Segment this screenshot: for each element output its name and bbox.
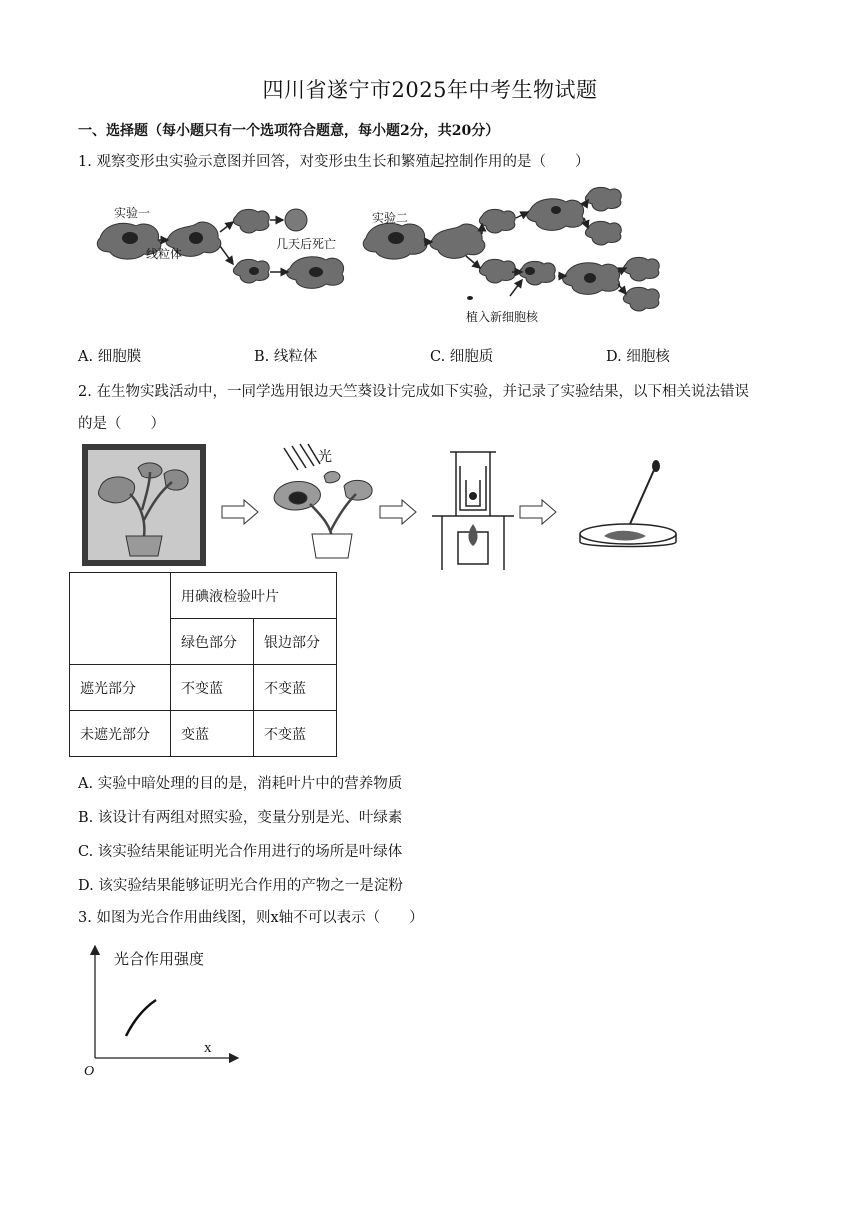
- x-axis-label: x: [204, 1040, 212, 1056]
- label-dead-after-days: 几天后死亡: [276, 237, 337, 251]
- table-cell: 不变蓝: [254, 665, 337, 711]
- table-row: [70, 665, 337, 711]
- y-axis-label: 光合作用强度: [114, 950, 205, 968]
- q1-option-b: B. 线粒体: [254, 349, 318, 365]
- table-col-silver: 银边部分: [254, 619, 337, 665]
- table-row-label: 未遮光部分: [70, 711, 171, 757]
- page-title: 四川省遂宁市2025年中考生物试题: [262, 78, 598, 102]
- table-col-green: 绿色部分: [171, 619, 254, 665]
- question-3-stem: 3. 如图为光合作用曲线图，则x轴不可以表示（ ）: [78, 910, 424, 926]
- q2-option-d: D. 该实验结果能够证明光合作用的产物之一是淀粉: [78, 878, 403, 894]
- section-heading: 一、选择题（每小题只有一个选项符合题意，每小题2分，共20分）: [78, 123, 500, 139]
- table-header: 用碘液检验叶片: [171, 573, 337, 619]
- origin-label: O: [84, 1064, 95, 1079]
- label-mitochondria: 线粒体: [146, 247, 183, 261]
- iodine-result-table: [69, 572, 337, 757]
- table-cell: 不变蓝: [171, 665, 254, 711]
- q2-option-b: B. 该设计有两组对照实验，变量分别是光、叶绿素: [78, 810, 403, 826]
- table-row: [70, 711, 337, 757]
- label-experiment-1: 实验一: [114, 206, 151, 220]
- table-cell: 不变蓝: [254, 711, 337, 757]
- label-experiment-2: 实验二: [372, 211, 409, 225]
- label-implant-nucleus: 植入新细胞核: [466, 310, 539, 324]
- label-light: 光: [318, 449, 332, 465]
- geranium-experiment-figure: [80, 440, 760, 572]
- q2-option-c: C. 该实验结果能证明光合作用进行的场所是叶绿体: [78, 844, 403, 860]
- table-cell: 变蓝: [171, 711, 254, 757]
- q1-option-c: C. 细胞质: [430, 349, 494, 365]
- table-corner-cell: [70, 573, 171, 665]
- question-2-stem-line2: 的是（ ）: [78, 416, 165, 432]
- question-2-stem-line1: 2. 在生物实践活动中，一同学选用银边天竺葵设计完成如下实验，并记录了实验结果，以下相关说法错误: [78, 384, 749, 400]
- q1-option-a: A. 细胞膜: [78, 349, 142, 365]
- table-row-label: 遮光部分: [70, 665, 171, 711]
- table-row: [70, 573, 337, 619]
- q2-option-a: A. 实验中暗处理的目的是，消耗叶片中的营养物质: [78, 776, 403, 792]
- question-1-stem: 1. 观察变形虫实验示意图并回答，对变形虫生长和繁殖起控制作用的是（ ）: [78, 154, 590, 170]
- q1-option-d: D. 细胞核: [606, 349, 670, 365]
